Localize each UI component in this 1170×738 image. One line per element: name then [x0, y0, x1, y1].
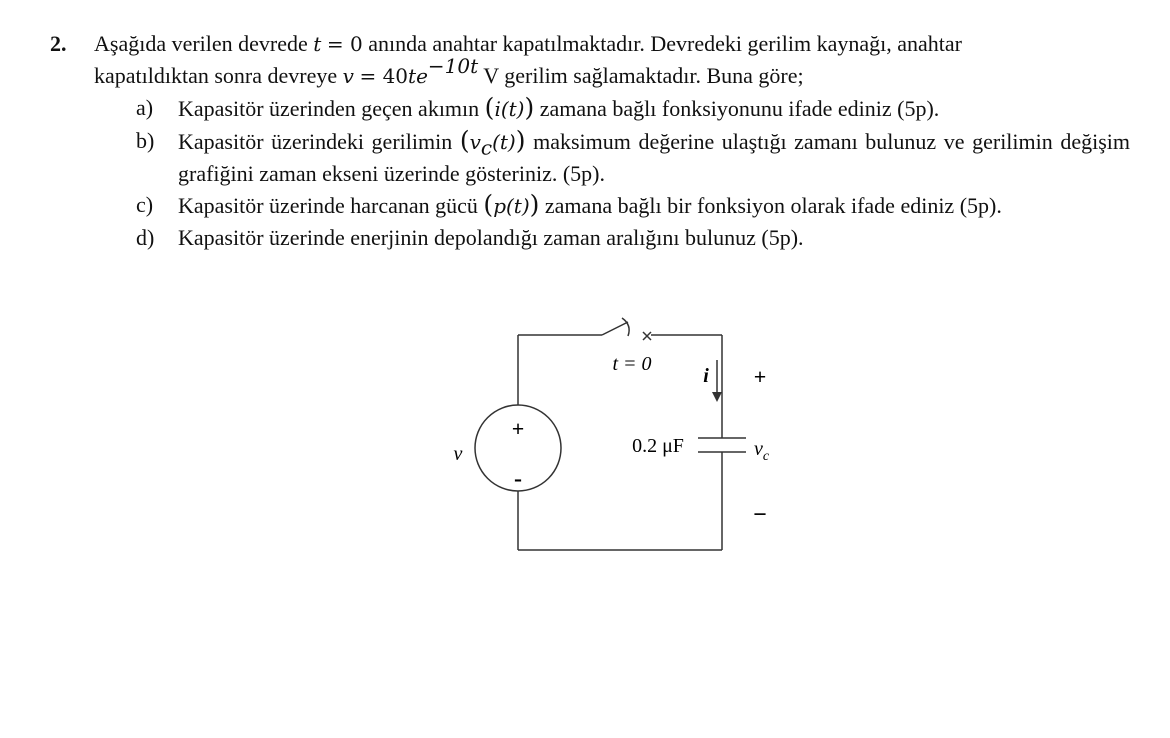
vc-label [754, 438, 770, 464]
paren-open: ( [484, 93, 495, 122]
switch-label: t = 0 [612, 353, 652, 375]
stem-text-1: Aşağıda verilen devrede [94, 31, 308, 56]
te-symbol: te [408, 64, 428, 88]
capacitance-label: 0.2 μF [632, 435, 684, 457]
plus-terminal: + [753, 364, 767, 389]
vc-sub: c [762, 449, 770, 464]
question-number: 2. [50, 31, 67, 56]
stem-text-4: V gerilim sağlamaktadır. Buna göre; [483, 63, 804, 88]
item-math: p(t) [493, 194, 530, 218]
stem-text-2: anında anahtar kapatılmaktadır. Devredeki gerilim kaynağı, anahtar [368, 31, 962, 56]
sub-question-b [50, 125, 1130, 189]
item-math-sub: c [480, 135, 493, 160]
exponent: −10t [427, 53, 479, 78]
item-math-rest: (t) [492, 130, 516, 154]
item-label: b) [136, 128, 155, 153]
item-text: zamana bağlı bir fonksiyon olarak ifade ediniz (5p). [544, 193, 1002, 218]
item-text: maksimum değerine ulaştığı zamanı bulunuz ve gerilimin değişim grafiğini zaman ekseni üzerinde gösteriniz. (5p). [178, 129, 1131, 186]
item-label: d) [136, 225, 155, 250]
item-label: c) [136, 192, 154, 217]
current-arrow-head [712, 392, 722, 402]
equals-zero: = 0 [326, 32, 363, 56]
t-symbol: t [313, 32, 322, 56]
paren-close: ) [515, 126, 526, 155]
item-math: i(t) [494, 97, 525, 121]
item-label: a) [136, 95, 154, 120]
vc-main: v [754, 438, 763, 460]
sub-question-c [50, 189, 1130, 222]
paren-close: ) [529, 190, 540, 219]
source-label: v [453, 443, 463, 465]
current-label: i [703, 365, 709, 387]
paren-close: ) [524, 93, 535, 122]
v-symbol: v [342, 64, 354, 88]
equals-40: = 40 [359, 64, 409, 88]
switch-blade [602, 322, 628, 335]
item-text: Kapasitör üzerinde enerjinin depolandığı zaman aralığını bulunuz (5p). [178, 225, 804, 250]
sub-question-list [50, 92, 1130, 253]
question-2 [50, 28, 1130, 253]
stem-text-3: kapatıldıktan sonra devreye [94, 63, 338, 88]
minus-terminal: − [753, 502, 767, 528]
source-minus: - [514, 466, 522, 492]
circuit-diagram [440, 300, 800, 570]
sub-question-d [50, 222, 1130, 253]
item-text: Kapasitör üzerindeki gerilimin [178, 129, 453, 154]
sub-question-a [50, 92, 1130, 125]
source-plus: + [511, 416, 525, 441]
question-stem [50, 28, 1130, 92]
item-text: Kapasitör üzerinde harcanan gücü [178, 193, 478, 218]
item-text: Kapasitör üzerinden geçen akımın [178, 96, 480, 121]
switch-x [643, 332, 651, 340]
item-text: zamana bağlı fonksiyonunu ifade ediniz (5p). [539, 96, 940, 121]
paren-open: ( [459, 126, 470, 155]
switch-arc [622, 318, 629, 336]
paren-open: ( [483, 190, 494, 219]
item-math-v: v [469, 130, 481, 154]
